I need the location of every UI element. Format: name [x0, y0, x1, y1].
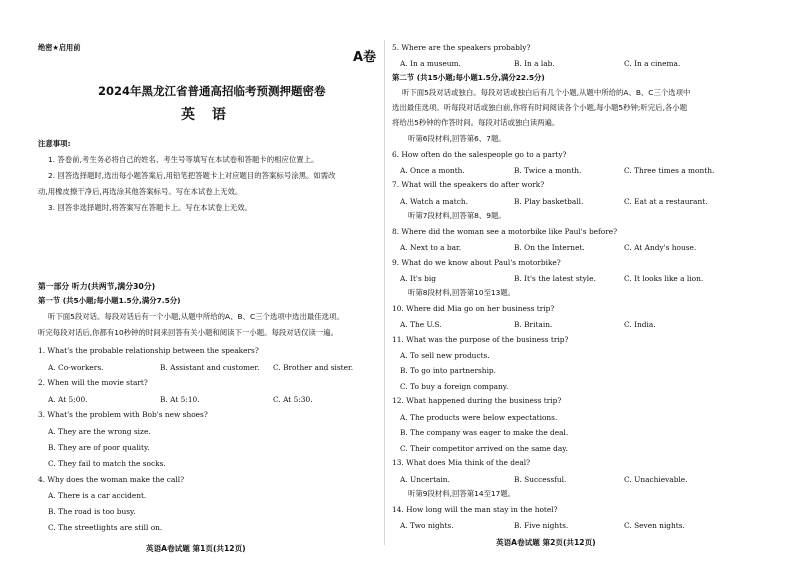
q7-option-a: A. Watch a match.	[400, 197, 469, 206]
q3-option-c: C. They fail to match the socks.	[48, 459, 166, 468]
q6-option-a: A. Once a month.	[400, 166, 465, 175]
section-one-instruction-1: 听下面5段对话。每段对话后有一个小题,从题中所给的A、B、C三个选项中选出最佳选项。	[48, 312, 344, 321]
question-13: 13. What does Mia think of the deal?	[392, 458, 531, 467]
notice-line-3: 动,用橡皮擦干净后,再选涂其他答案标号。写在本试卷上无效。	[38, 187, 243, 196]
q1-option-c: C. Brother and sister.	[273, 363, 354, 372]
question-7: 7. What will the speakers do after work?	[392, 180, 545, 189]
q2-option-b: B. At 5:10.	[160, 395, 200, 404]
exam-page-2	[384, 0, 794, 561]
question-3: 3. What's the problem with Bob's new shoes?	[38, 410, 208, 419]
q13-option-b: B. Successful.	[514, 475, 567, 484]
material-6-label: 听第6段材料,回答第6、7题。	[408, 134, 506, 143]
q8-option-b: B. On the Internet.	[514, 243, 585, 252]
question-9: 9. What do we know about Paul's motorbike?	[392, 258, 561, 267]
page-footer-1: 英语A卷试题 第1页(共12页)	[146, 544, 246, 553]
q9-option-c: C. It looks like a lion.	[624, 274, 704, 283]
question-12: 12. What happened during the business trip?	[392, 396, 562, 405]
question-4: 4. Why does the woman make the call?	[38, 475, 185, 484]
question-8: 8. Where did the woman see a motorbike like Paul's before?	[392, 227, 618, 236]
q8-option-c: C. At Andy's house.	[624, 243, 697, 252]
q4-option-a: A. There is a car accident.	[48, 491, 147, 500]
q12-option-a: A. The products were below expectations.	[400, 413, 558, 422]
q11-option-b: B. To go into partnership.	[400, 366, 497, 375]
q5-option-a: A. In a museum.	[400, 59, 461, 68]
q1-option-b: B. Assistant and customer.	[160, 363, 260, 372]
notice-line-1: 1. 答卷前,考生务必将自己的姓名、考生号等填写在本试卷和答题卡的相应位置上。	[48, 155, 319, 164]
question-14: 14. How long will the man stay in the hotel?	[392, 505, 558, 514]
material-9-label: 听第9段材料,回答第14至17题。	[408, 489, 516, 498]
q13-option-c: C. Unachievable.	[624, 475, 688, 484]
q7-option-c: C. Eat at a restaurant.	[624, 197, 708, 206]
q11-option-a: A. To sell new products.	[400, 351, 490, 360]
exam-page-1	[0, 0, 384, 561]
subject-title: 英 语	[181, 107, 232, 123]
q4-option-b: B. The road is too busy.	[48, 507, 136, 516]
section-two-instruction-3: 将给出5秒钟的作答时间。每段对话或独白读两遍。	[392, 118, 560, 127]
q2-option-a: A. At 5:00.	[48, 395, 88, 404]
material-7-label: 听第7段材料,回答第8、9题。	[408, 211, 506, 220]
question-6: 6. How often do the salespeople go to a party?	[392, 150, 567, 159]
q4-option-c: C. The streetlights are still on.	[48, 523, 163, 532]
q6-option-b: B. Twice a month.	[514, 166, 582, 175]
question-11: 11. What was the purpose of the business trip?	[392, 335, 569, 344]
question-5: 5. Where are the speakers probably?	[392, 43, 531, 52]
notice-line-4: 3. 回答非选择题时,将答案写在答题卡上。写在本试卷上无效。	[48, 203, 252, 212]
q12-option-c: C. Their competitor arrived on the same day.	[400, 444, 568, 453]
q3-option-b: B. They are of poor quality.	[48, 443, 150, 452]
notice-heading: 注意事项:	[38, 139, 71, 148]
question-2: 2. When will the movie start?	[38, 378, 148, 387]
exam-title: 2024年黑龙江省普通高招临考预测押题密卷	[98, 84, 326, 98]
q5-option-b: B. In a lab.	[514, 59, 555, 68]
q10-option-a: A. The U.S.	[400, 320, 442, 329]
q7-option-b: B. Play basketball.	[514, 197, 584, 206]
q14-option-c: C. Seven nights.	[624, 521, 685, 530]
q10-option-b: B. Britain.	[514, 320, 553, 329]
q5-option-c: C. In a cinema.	[624, 59, 681, 68]
part-one-heading: 第一部分 听力(共两节,满分30分)	[38, 282, 156, 291]
q14-option-a: A. Two nights.	[400, 521, 454, 530]
secret-label: 绝密★启用前	[38, 43, 81, 52]
q14-option-b: B. Five nights.	[514, 521, 569, 530]
q10-option-c: C. India.	[624, 320, 656, 329]
q1-option-a: A. Co-workers.	[48, 363, 104, 372]
q6-option-c: C. Three times a month.	[624, 166, 715, 175]
section-one-heading: 第一节 (共5小题;每小题1.5分,满分7.5分)	[38, 296, 181, 305]
q3-option-a: A. They are the wrong size.	[48, 427, 151, 436]
paper-label: A卷	[353, 50, 377, 65]
section-two-instruction-1: 听下面5段对话或独白。每段对话或独白后有几个小题,从题中所给的A、B、C三个选项中	[402, 88, 691, 97]
section-two-heading: 第二节 (共15小题;每小题1.5分,满分22.5分)	[392, 73, 545, 82]
section-one-instruction-2: 听完每段对话后,你都有10秒钟的时间来回答有关小题和阅读下一小题。每段对话仅读一遍。	[38, 328, 338, 337]
q9-option-a: A. It's big	[400, 274, 436, 283]
q9-option-b: B. It's the latest style.	[514, 274, 596, 283]
q12-option-b: B. The company was eager to make the deal.	[400, 428, 569, 437]
q11-option-c: C. To buy a foreign company.	[400, 382, 509, 391]
question-1: 1. What's the probable relationship between the speakers?	[38, 346, 259, 355]
notice-line-2: 2. 回答选择题时,选出每小题答案后,用铅笔把答题卡上对应题目的答案标号涂黑。如需改	[48, 171, 336, 180]
q8-option-a: A. Next to a bar.	[400, 243, 462, 252]
page-footer-2: 英语A卷试题 第2页(共12页)	[496, 538, 596, 547]
q13-option-a: A. Uncertain.	[400, 475, 450, 484]
material-8-label: 听第8段材料,回答第10至13题。	[408, 288, 516, 297]
section-two-instruction-2: 选出最佳选项。听每段对话或独白前,你将有时间阅读各个小题,每小题5秒钟;听完后,各小题	[392, 103, 688, 112]
question-10: 10. Where did Mia go on her business trip?	[392, 304, 555, 313]
q2-option-c: C. At 5:30.	[273, 395, 313, 404]
